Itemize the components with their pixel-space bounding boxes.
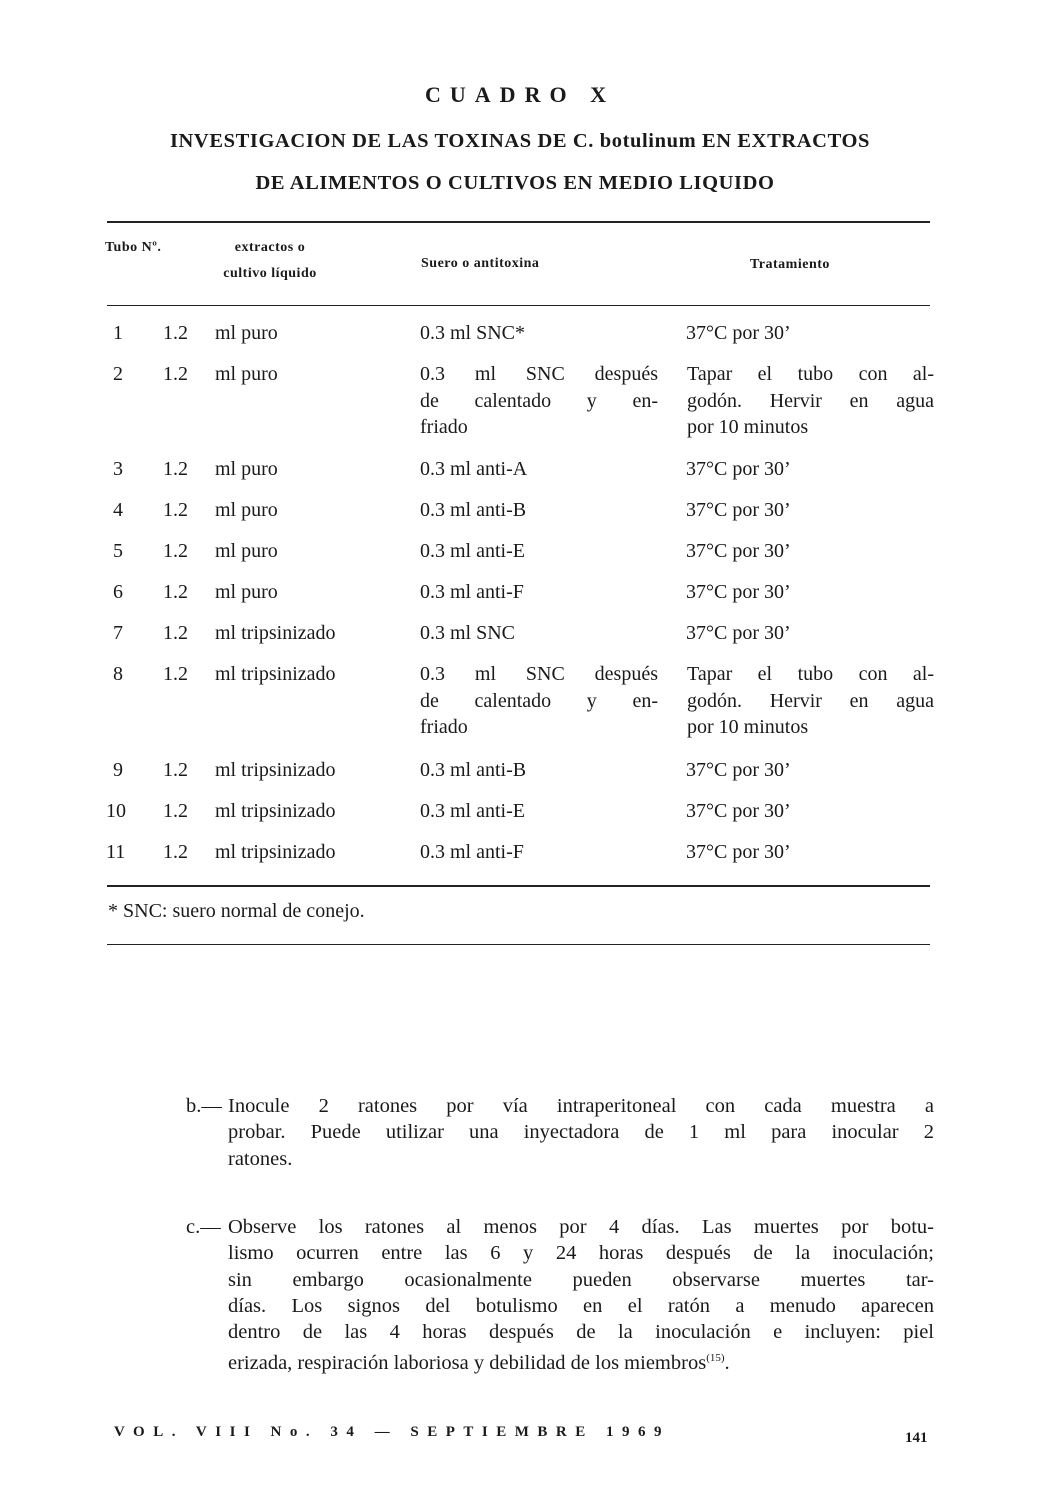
paragraph-line: ratones. (228, 1147, 293, 1170)
row-tratamiento: 37°C por 30’ (686, 800, 791, 822)
row-suero-line: de calentado y en- (420, 689, 658, 712)
row-suero-line: friado (420, 416, 468, 438)
paragraph-line: Inocule 2 ratones por vía intraperitoneal con cada muestra a (228, 1095, 934, 1117)
row-number: 4 (113, 499, 123, 521)
row-number: 10 (106, 800, 126, 822)
paragraph-line: lismo ocurren entre las 6 y 24 horas después de la inoculación; (228, 1242, 934, 1265)
row-tratamiento: 37°C por 30’ (686, 759, 791, 781)
table-header-rule (107, 305, 930, 306)
paragraph-line-text: erizada, respiración laboriosa y debilidad de los miembros (228, 1352, 707, 1375)
header-tubo: Tubo Nº. (105, 240, 162, 255)
row-amount: 1.2 (163, 363, 188, 385)
row-extract: ml puro (215, 540, 278, 562)
row-number: 7 (113, 622, 123, 644)
row-tratamiento: 37°C por 30’ (686, 622, 791, 644)
row-suero-line: 0.3 ml SNC después (420, 363, 658, 385)
row-number: 5 (113, 540, 123, 562)
row-amount: 1.2 (163, 540, 188, 562)
paragraph-body (228, 1214, 934, 1377)
paragraph-b (186, 1093, 934, 1173)
row-amount: 1.2 (163, 322, 188, 344)
header-extractos-line-1: extractos o (234, 240, 306, 255)
row-suero: 0.3 ml SNC* (420, 322, 526, 344)
row-suero: 0.3 ml SNC (420, 622, 516, 644)
row-number: 6 (113, 581, 123, 603)
row-extract: ml tripsinizado (215, 759, 336, 781)
table-top-rule (107, 221, 930, 223)
row-amount: 1.2 (163, 499, 188, 521)
journal-footer: VOL. VIII No. 34 — SEPTIEMBRE 1969 (114, 1424, 670, 1440)
row-tratamiento-line: Tapar el tubo con al- (687, 363, 934, 385)
row-number: 11 (106, 841, 126, 863)
paragraph-line: Observe los ratones al menos por 4 días. Las muertes por botu- (228, 1216, 934, 1238)
row-amount: 1.2 (163, 458, 188, 480)
paragraph-period: . (724, 1352, 730, 1375)
row-suero: 0.3 ml anti-F (420, 841, 524, 863)
row-extract: ml puro (215, 581, 278, 603)
paragraph-line: sin embargo ocasionalmente pueden observarse muertes tar- (228, 1268, 934, 1291)
row-amount: 1.2 (163, 841, 188, 863)
row-extract: ml tripsinizado (215, 663, 336, 685)
header-suero: Suero o antitoxina (421, 256, 540, 271)
row-tratamiento-line: por 10 minutos (687, 416, 809, 438)
header-extractos-line-2: cultivo líquido (223, 266, 317, 281)
row-tratamiento (687, 661, 934, 741)
row-tratamiento (687, 361, 934, 441)
row-tratamiento-line: godón. Hervir en agua (687, 689, 934, 712)
row-extract: ml puro (215, 322, 278, 344)
paragraph-label: c.— (186, 1216, 221, 1238)
table-subtitle-line-2: DE ALIMENTOS O CULTIVOS EN MEDIO LIQUIDO (255, 172, 775, 194)
paragraph-line: días. Los signos del botulismo en el ratón a menudo aparecen (228, 1294, 934, 1317)
row-extract: ml tripsinizado (215, 841, 336, 863)
row-tratamiento: 37°C por 30’ (686, 581, 791, 603)
row-extract: ml puro (215, 458, 278, 480)
row-tratamiento-line: Tapar el tubo con al- (687, 663, 934, 685)
row-suero (420, 661, 658, 741)
row-tratamiento: 37°C por 30’ (686, 499, 791, 521)
row-number: 2 (113, 363, 123, 385)
row-amount: 1.2 (163, 622, 188, 644)
row-tratamiento: 37°C por 30’ (686, 841, 791, 863)
table-bottom-rule (107, 885, 930, 887)
row-suero (420, 361, 658, 441)
row-number: 1 (113, 322, 123, 344)
row-suero-line: de calentado y en- (420, 389, 658, 412)
table-footnote: * SNC: suero normal de conejo. (108, 900, 365, 922)
row-tratamiento: 37°C por 30’ (686, 458, 791, 480)
paragraph-label: b.— (186, 1095, 222, 1117)
reference-marker: (15) (706, 1352, 725, 1365)
footnote-rule (107, 944, 930, 945)
row-tratamiento-line: godón. Hervir en agua (687, 389, 934, 412)
page-number: 141 (905, 1430, 928, 1446)
paragraph-body (228, 1093, 934, 1172)
header-tratamiento: Tratamiento (750, 257, 830, 272)
row-amount: 1.2 (163, 759, 188, 781)
row-suero: 0.3 ml anti-B (420, 759, 527, 781)
row-suero: 0.3 ml anti-F (420, 581, 524, 603)
row-extract: ml puro (215, 363, 278, 385)
row-suero: 0.3 ml anti-E (420, 800, 525, 822)
row-amount: 1.2 (163, 581, 188, 603)
row-number: 9 (113, 759, 123, 781)
row-suero: 0.3 ml anti-A (420, 458, 528, 480)
row-tratamiento: 37°C por 30’ (686, 322, 791, 344)
table-subtitle-line-1: INVESTIGACION DE LAS TOXINAS DE C. botulinum EN EXTRACTOS (169, 130, 871, 152)
paragraph-line: dentro de las 4 horas después de la inoculación e incluyen: piel (228, 1321, 934, 1344)
table-title: CUADRO X (425, 82, 615, 107)
row-extract: ml puro (215, 499, 278, 521)
paragraph-line (228, 1345, 934, 1376)
row-tratamiento: 37°C por 30’ (686, 540, 791, 562)
row-suero-line: friado (420, 716, 468, 738)
row-extract: ml tripsinizado (215, 800, 336, 822)
row-extract: ml tripsinizado (215, 622, 336, 644)
paragraph-line: probar. Puede utilizar una inyectadora de 1 ml para inocular 2 (228, 1121, 934, 1144)
row-number: 3 (113, 458, 123, 480)
row-amount: 1.2 (163, 800, 188, 822)
row-tratamiento-line: por 10 minutos (687, 716, 809, 738)
paragraph-c (186, 1214, 934, 1384)
row-amount: 1.2 (163, 663, 188, 685)
row-number: 8 (113, 663, 123, 685)
row-suero: 0.3 ml anti-E (420, 540, 525, 562)
row-suero-line: 0.3 ml SNC después (420, 663, 658, 685)
row-suero: 0.3 ml anti-B (420, 499, 527, 521)
